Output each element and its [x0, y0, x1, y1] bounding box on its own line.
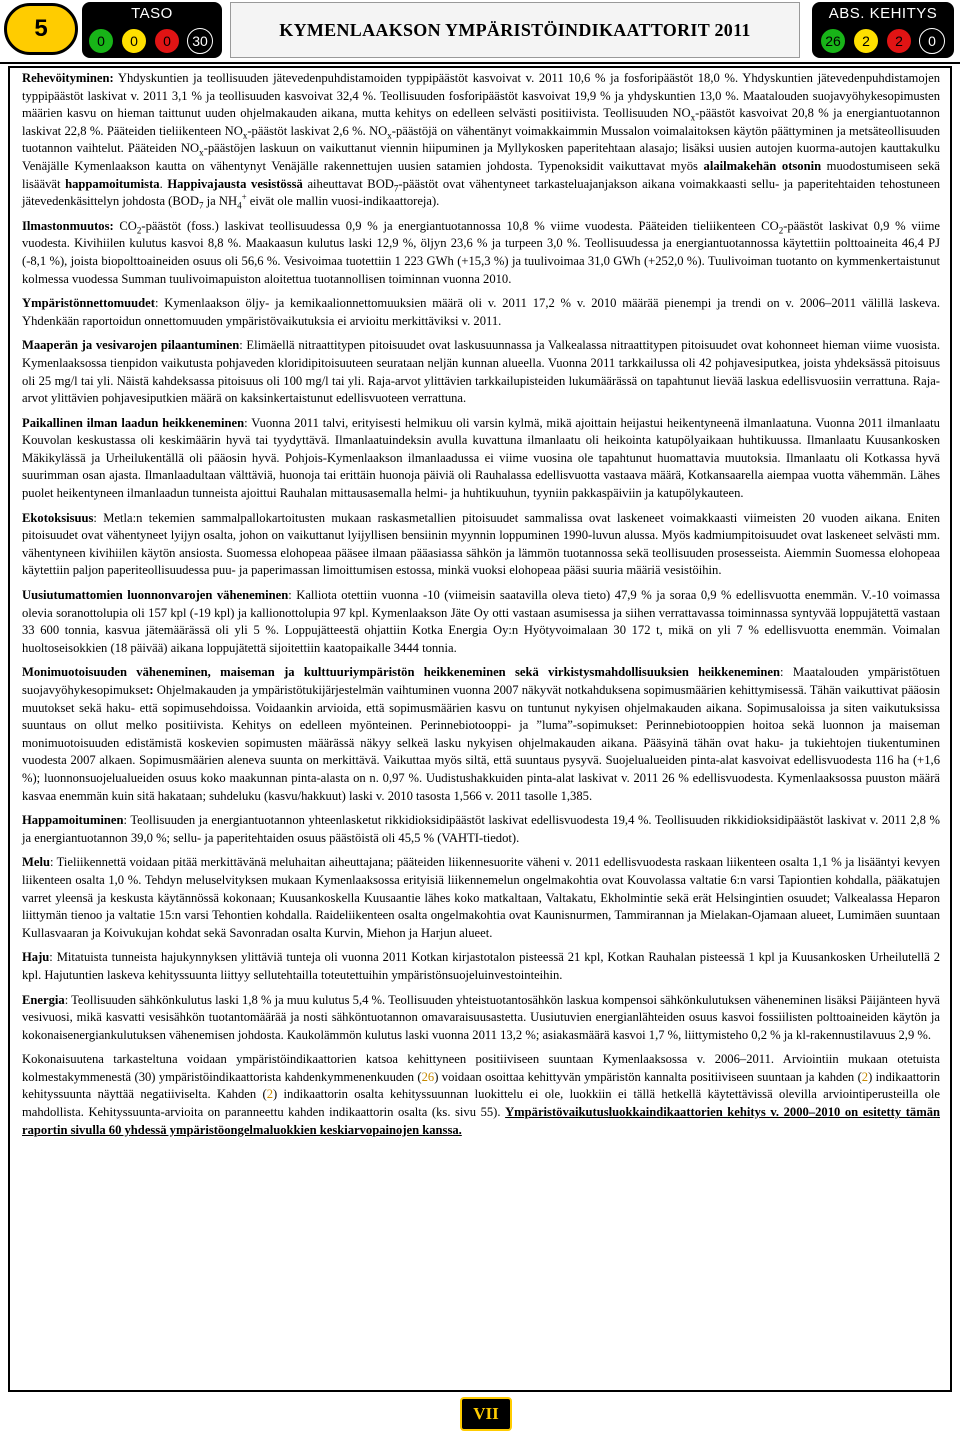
- taso-green-indicator: 0: [88, 28, 114, 54]
- text: : Kalliota otettiin vuonna -10 (viimeisin saatavilla oleva tieto) 47,9 % ja soraa 0,9 % edellisvuotta enemmän. V.-10 voimassa olevia soranottolupia oli 157 kpl (-19 kpl) ja kallionottolupia 97 kpl. Kymenlaakson Jäte Oy otti vastaan asumisessa ja siihen verrattavassa toiminnassa syntyvää loppujätettä vastaan 33 600 tonnia, kasvua jätemäärässä oli yli 5 %. Loppujätteestä ohjattiin Kotka Energia Oy:n Hyötyvoimalaan 30 172 t, mikä on yli 7 % edellisvuotta enemmän. Voimalan huoltoseisokkien (18 päivää) aikana loppujätettä sijoitettiin kaatopaikalle 3444 tonnia.: [22, 588, 940, 655]
- taso-title: TASO: [131, 5, 173, 22]
- heading-resources: Uusiutumattomien luonnonvarojen väheneminen: [22, 588, 289, 603]
- text: : Maatalouden ympäristötuen suojavyöhykesopimukset: [22, 665, 940, 697]
- subscript: 2: [778, 225, 784, 236]
- text: : Metla:n tekemien sammalpallokartoitusten mukaan raskasmetallien pitoisuudet sammalissa ovat laskeneet voimakkaasti viimeisten 20 vuoden aikana. Eniten pitoisuudet ovat vähentyneet lyijyn osalta, johon on vaikuttanut lyijyllisen bensiinin myynnin loppuminen 1990-luvun alussa. Myös kadmiumpitoisuudet ovat laskeneet selvästi mm. vähentyneen kivihiilen käytön ansiosta. Suomessa elohopeaa pääsee ilmaan pääasiassa sähkön ja lämmön tuotannossa sekä teollisuuden prosesseista. Aiemmin Suomessa elohopeaa käytettiin paljon paperiteollisuudessa puu- ja paperimassan limoittumisen estossa, minkä vuoksi elohopeaa pääsi suuria määriä vesistöihin.: [22, 510, 940, 578]
- paragraph-ecotoxicity: [22, 510, 940, 580]
- paragraph-soil-water: [22, 337, 940, 407]
- text: -päästöt kasvoivat 20,8 % ja energiantuotannon laskivat 22,8 %. Pääteiden tieliikenteen NO: [22, 106, 940, 138]
- text: Ohjelmakauden ja ympäristötukijärjestelmän vaihtuminen vuonna 2007 näkyvät notkahduksena sopimusmäärien kehittymisessä. Tähän vaikuttivat pääosin muutokset sekä haku- että sopimusehdoissa. Voidaankin arvioida, että sopimusmäärien kasvu on tuntunut nykyisen ohjelmakauden aikana. Sopimusaloissa ja siten vaikutuksissa suuntaus on ollut melko positiivista. Kehitys on edelleen myönteinen. Perinnebiotooppi- ja ”luma”-sopimukset: Perinnebiotooppien hoitoa sekä luonnon ja maiseman monimuotoisuuden edistämistä koskevien sopimusten määrässä näkyy selkeä lasku nykyisen ohjelmakauden aikana. Pääsyinä tähän ovat haku- ja tukiehtojen tiukentuminen vuodesta 2007 alkaen. Sopimusmäärien aleneva suunta on merkittävä. Vaikuttaa myös siltä, että suuntaus pysyvä. Suojelualueiden pinta-alat kasvoivat edellisvuodesta 116 ha (+1,6 %); luonnonsuojelualueiden osuus koko maakunnan pinta-alasta on n. 0,97 %. Uudistushakkuiden pinta-alat laskivat v. 2011 26 % edellisvuodesta. Kymenlaaksossa puuston määrä kasvaa enemmän kuin sitä hakataan; suhdeluku (kasvu/hakkuut) laski v. 2010 tasosta 1,566 v. 2011 tasolle 1,385.: [22, 683, 940, 803]
- text: -päästöjä on vähentänyt voimakkaimmin Mussalon voimalaitoksen käytön päättyminen ja metsäteollisuuden tuotannon vaihtelut. Pääteiden NO: [22, 123, 940, 156]
- footer-page-number: VII: [473, 1404, 499, 1423]
- subscript: 2: [136, 225, 142, 236]
- abs-green-indicator: 26: [820, 28, 846, 54]
- document-body: [22, 70, 940, 1146]
- heading-biodiversity: Monimuotoisuuden väheneminen, maiseman ja kulttuuriympäristön heikkeneminen sekä virkistysmahdollisuuksien heikkeneminen: [22, 665, 781, 680]
- page-number-badge: [4, 3, 78, 55]
- footer-page-badge: [460, 1397, 512, 1431]
- text: aiheuttavat BOD: [302, 176, 394, 191]
- page-number: 5: [34, 15, 48, 42]
- text: : Tieliikennettä voidaan pitää merkittävänä meluhaitan aiheuttajana; pääteiden liikennesuorite väheni v. 2011 edellisvuodesta raskaan liikenteen osalta 1,1 % ja lisääntyi kevyen liikenteen osalta 1,0 %. Tehdyn meluselvityksen mukaan Kymenlaaksossa erityisiä liikennemelun ongelmakohtia ovat Kouvolassa valtatie 6:n varsi Tapiontien kohdalla, pääkatujen varret yleensä ja keskusta käytännössä kokonaan; Kuusankoskella Kuusaantie lähes koko matkaltaan, Valtakatu, Ekholmintie sekä erät Helsingintien osuudet; Valkealassa Heparon liittymän tienoo ja valtatie 15:n varsi Tehontien kohdalla. Raideliikenteen osalta ongelmakohtia ovat Kaunisnurmen, Tammirannan ja Mielakan-Ojamaan alueet, Lumimäen suuntaan Kullasvaaran ja Koivukujan kohdat sekä Savonradan osalta Kurvin, Miehon ja Harjun alueet.: [22, 855, 940, 940]
- paragraph-climate-change: [22, 218, 940, 288]
- text: ja NH: [203, 194, 238, 209]
- highlight-count: 2: [266, 1087, 273, 1102]
- subscript: 7: [393, 183, 399, 194]
- bold-term: happamoitumista: [65, 176, 160, 191]
- abs-red-indicator: 2: [886, 28, 912, 54]
- text: : Teollisuuden sähkönkulutus laski 1,8 % ja muu kulutus 5,4 %. Teollisuuden yhteistuotantosähkön laskua kompensoi sähkönkulutuksen väheneminen lisäksi Päijänteen hyvä vesivuosi, mikä kasvatti vesisähkön tuotantomäärää ja nosti sähköntuotannon omavaraisuusastetta. Uusiutuvien energianlähteiden osuus kasvoi fossiilisten polttoaineiden käytön ja kokonaisenergiankulutuksen vähenemisen johdosta. Kaukolämmön kulutus laski vuonna 2011 13,2 %; asiakasmäärä kasvoi 1,7 %, liittymisteho 0,2 % ja kl-rakennustilavuus 2,9 %.: [22, 992, 940, 1042]
- text: .: [159, 176, 168, 191]
- subscript: x: [242, 130, 248, 141]
- underlined-reference: Ympäristövaikutusluokkaindikaattorien kehitys v. 2000–2010 on esitetty tämän raportin sivulla 60 yhdessä ympäristöongelmaluokkien keskiarvopainojen kanssa.: [22, 1105, 940, 1137]
- text: : Kymenlaakson öljy- ja kemikaalionnettomuuksien määrä oli v. 2011 17,2 % v. 2010 määrää pienempi ja trendi on v. 2006–2011 välillä laskeva. Yhdenkään raportoidun onnettomuuden ympäristövaikutuksia ei arvioitu merkittäviksi v. 2011.: [22, 296, 940, 328]
- superscript: +: [241, 191, 247, 202]
- bold-term: :: [149, 683, 154, 697]
- text: ) voidaan osoittaa kehittyvän ympäristön kannalta positiiviseen suuntaan ja kahden (: [434, 1069, 862, 1084]
- text: eivät ole mallin vuosi-indikaattoreja).: [246, 194, 440, 209]
- highlight-count: 26: [421, 1069, 435, 1084]
- heading-soil-water: Maaperän ja vesivarojen pilaantuminen: [22, 338, 240, 353]
- text: CO: [113, 218, 137, 233]
- text: -päästöjen laskuun on vaikuttanut viennin hiipuminen ja Myllykosken paperitehtaan alasajo; lisäksi uusien autojen kuorma-autojen kauttakulku Venäjälle Kymenlaakson kautta on vähentynyt Venäjälle rakennettujen uusien satamien johdosta. Typenoksidit vaikuttavat myös: [22, 141, 940, 173]
- text: -päästöt laskivat 2,6 %. NO: [247, 123, 388, 138]
- page-header: [0, 0, 960, 64]
- text: muodostumiseen sekä lisäävät: [22, 158, 940, 191]
- text: : Mitatuista tunneista hajukynnyksen ylittäviä tunteja oli vuonna 2011 Kotkan kirjastotalon pisteessä 21 kpl, Kotkan Rauhalan pisteessä 1 kpl ja Kuusankosken Urheilutellä 2 kpl. Hajutuntien laskeva kehityssuunta liittyy sellutehtailla toteutettuihin ympäristönsuojeluinvestointeihin.: [22, 950, 940, 982]
- bold-term: Happivajausta vesistössä: [167, 176, 303, 191]
- paragraph-eutrophication: [22, 70, 940, 211]
- paragraph-biodiversity: [22, 664, 940, 805]
- heading-energy: Energia: [22, 992, 65, 1007]
- heading-odour: Haju: [22, 950, 50, 965]
- abs-yellow-indicator: 2: [853, 28, 879, 54]
- paragraph-odour: [22, 949, 940, 984]
- paragraph-energy: [22, 992, 940, 1045]
- taso-panel: [82, 2, 222, 58]
- paragraph-accidents: [22, 295, 940, 330]
- paragraph-air-quality: [22, 415, 940, 503]
- heading-noise: Melu: [22, 855, 50, 870]
- text: ) indikaattorin osalta kehityssuunnan luokittelu ei ole, luokkiin ei tällä hetkellä käytettävissä olevilla arviointiperusteilla ole mahdollista. Kehityssuunta-arvioita on paranneettu kahden indikaattorin osalta (ks. sivu 55).: [22, 1087, 940, 1120]
- report-banner-title: KYMENLAAKSON YMPÄRISTÖINDIKAATTORIT 2011: [230, 2, 800, 58]
- bold-term: alailmakehän otsonin: [703, 158, 822, 173]
- subscript: x: [387, 130, 392, 141]
- text: Yhdyskuntien ja teollisuuden jätevedenpuhdistamoiden typpipäästöt kasvoivat v. 2011 10,6 % ja fosforipäästöt 18,0 %. Yhdyskuntien jätevedenpuhdistamojen typpipäästöt laskivat v. 2011 3,1 % ja teollisuuden kasvoivat 32,4 %. Teollisuuden fosforipäästöt kasvoivat 19,9 % ja yhdyskuntien 13,0 %. Maatalouden suojavyöhykesopimusten määrien kasvu on hieman taittunut uuden ohjelmakauden aikana, mutta kehitys on edelleen selvästi positiivista. Teollisuuden NO: [22, 71, 940, 121]
- text: -päästöt (foss.) laskivat teollisuudessa 0,9 % ja energiantuotannossa 10,8 % viime vuodesta. Pääteiden tieliikenteen CO: [141, 218, 779, 233]
- paragraph-summary: [22, 1051, 940, 1139]
- text: Kokonaisuutena tarkasteltuna voidaan ympäristöindikaattorien katsoa kehittyneen positiiviseen suuntaan Kymenlaaksossa v. 2006–2011. Arviointiin mukaan otetuista kolmestakymmenestä (30) ympäristöindikaattorista kahdenkymmenenkuuden (: [22, 1052, 940, 1084]
- heading-acidification: Happamoituminen: [22, 813, 124, 828]
- heading-eutrophication: Rehevöityminen:: [22, 71, 114, 85]
- text: : Teollisuuden ja energiantuotannon yhteenlasketut rikkidioksidipäästöt laskivat edellisvuodesta 19,4 %. Teollisuuden rikkidioksidipäästöt laskivat v. 2011 2,8 % ja energiantuotannon 39,0 %; sellu- ja paperitehtaiden osuus päästöistä oli 45,5 % (VAHTI-tiedot).: [22, 813, 940, 845]
- subscript: x: [199, 147, 204, 158]
- heading-air-quality: Paikallinen ilman laadun heikkeneminen: [22, 415, 245, 430]
- paragraph-noise: [22, 854, 940, 942]
- subscript: x: [690, 112, 696, 123]
- heading-accidents: Ympäristönnettomuudet: [22, 296, 155, 311]
- abs-kehitys-title: ABS. KEHITYS: [828, 5, 938, 22]
- taso-yellow-indicator: 0: [121, 28, 147, 54]
- subscript: 4: [237, 200, 242, 211]
- taso-red-indicator: 0: [154, 28, 180, 54]
- heading-climate-change: Ilmastonmuutos:: [22, 218, 114, 233]
- highlight-count: 2: [861, 1069, 869, 1084]
- text: -päästöt ovat vähentyneet tarkasteluajanjakson aikana voimakkaasti sellu- ja paperitehtaiden tehostuneen jätevedenkäsittelyn johdosta (BOD: [22, 176, 941, 209]
- taso-black-indicator: 30: [187, 28, 213, 54]
- abs-kehitys-panel: [812, 2, 954, 58]
- heading-ecotoxicity: Ekotoksisuus: [22, 510, 94, 525]
- text: ) indikaattorin kehityssuunta näyttää negatiiviselta. Kahden (: [22, 1069, 941, 1102]
- paragraph-acidification: [22, 812, 940, 847]
- text: : Elimäellä nitraattitypen pitoisuudet ovat laskusuunnassa ja Valkealassa nitraattitypen pitoisuudet ovat kohonneet hieman viime vuosista. Kymenlaaksossa tienpidon vaikutusta pohjaveden kloridipitoisuuteen seurataan neljän kunnan alueella. Vuonna 2011 tarkkailussa oli 42 pohjavesiputkea, joista yhdeksässä pitoisuus oli 25 mg/l tai yli. Näistä kahdeksassa pitoisuus oli 100 mg/l tai yli. Raja-arvot ylittävien tarkkailupisteiden lukumäärässä on tapahtunut lievää laskua edellisvuosiin verrattuna. Raja-arvot ylittävien pohjavesiputkien määrä on kaksinkertaistunut edellisvuoteen verrattuna.: [22, 338, 940, 406]
- paragraph-resources: [22, 587, 940, 657]
- text: : Vuonna 2011 talvi, erityisesti helmikuu oli varsin kylmä, mikä ajoittain heijastui heikentyneenä ilmanlaatuna. Vuonna 2011 ilmanlaatu Kouvolan keskustassa oli keskimäärin hyvä tai tyydyttävä. Ilmanlaatuindeksin avulla kuvattuna ilmanlaatu oli heikointa katupölyaikaan huhtikuussa. Ilmanlaatu Kuusankosken Mäkikylässä ja Urheilukentällä oli pääosin hyvä. Pohjois-Kymenlaakson ilmanlaadussa ei viime vuosina ole tapahtunut huomattavia muutoksia. Ilmanlaatu oli Kotkassa hyvä suurimman osan ajasta. Ilmanlaadultaan välttäviä, huonoja tai erittäin huonoja päiviä oli Rauhalassa edellisvuotta vastaava määrä, Kotkansaarella aiempaa vuotta vähemmän. Lähes puolet heikentyneen ilmanlaadun tunneista ajoittui Rauhalan mittausasemalla helmi- ja huhtikuuhun, tyyniin pakkaspäiviin ja katupölykauteen.: [22, 415, 940, 501]
- text: -päästöt laskivat 0,9 % viime vuodesta. Kivihiilen kulutus kasvoi 8,8 %. Maakaasun kulutus laski 12,9 %, öljyn 23,6 % ja turpeen 3,0 %. Teollisuudessa ja energiantuotannossa käytettiin polttoaineita 46,4 PJ (-8,1 %), joista biopolttoaineiden osuus oli 56,6 %. Vesivoimaa tuotettiin 1 223 GWh (+15,3 %) ja tuulivoimaa 31,0 GWh (+252,0 %). Tuulivoiman tuotanto on kymmenkertaistunut kolmessa vuodessa Summan tuulivoimapuiston aloitettua tuotannollisen toiminnan vuonna 2010.: [22, 218, 941, 286]
- subscript: 7: [198, 200, 204, 211]
- abs-black-indicator: 0: [919, 28, 945, 54]
